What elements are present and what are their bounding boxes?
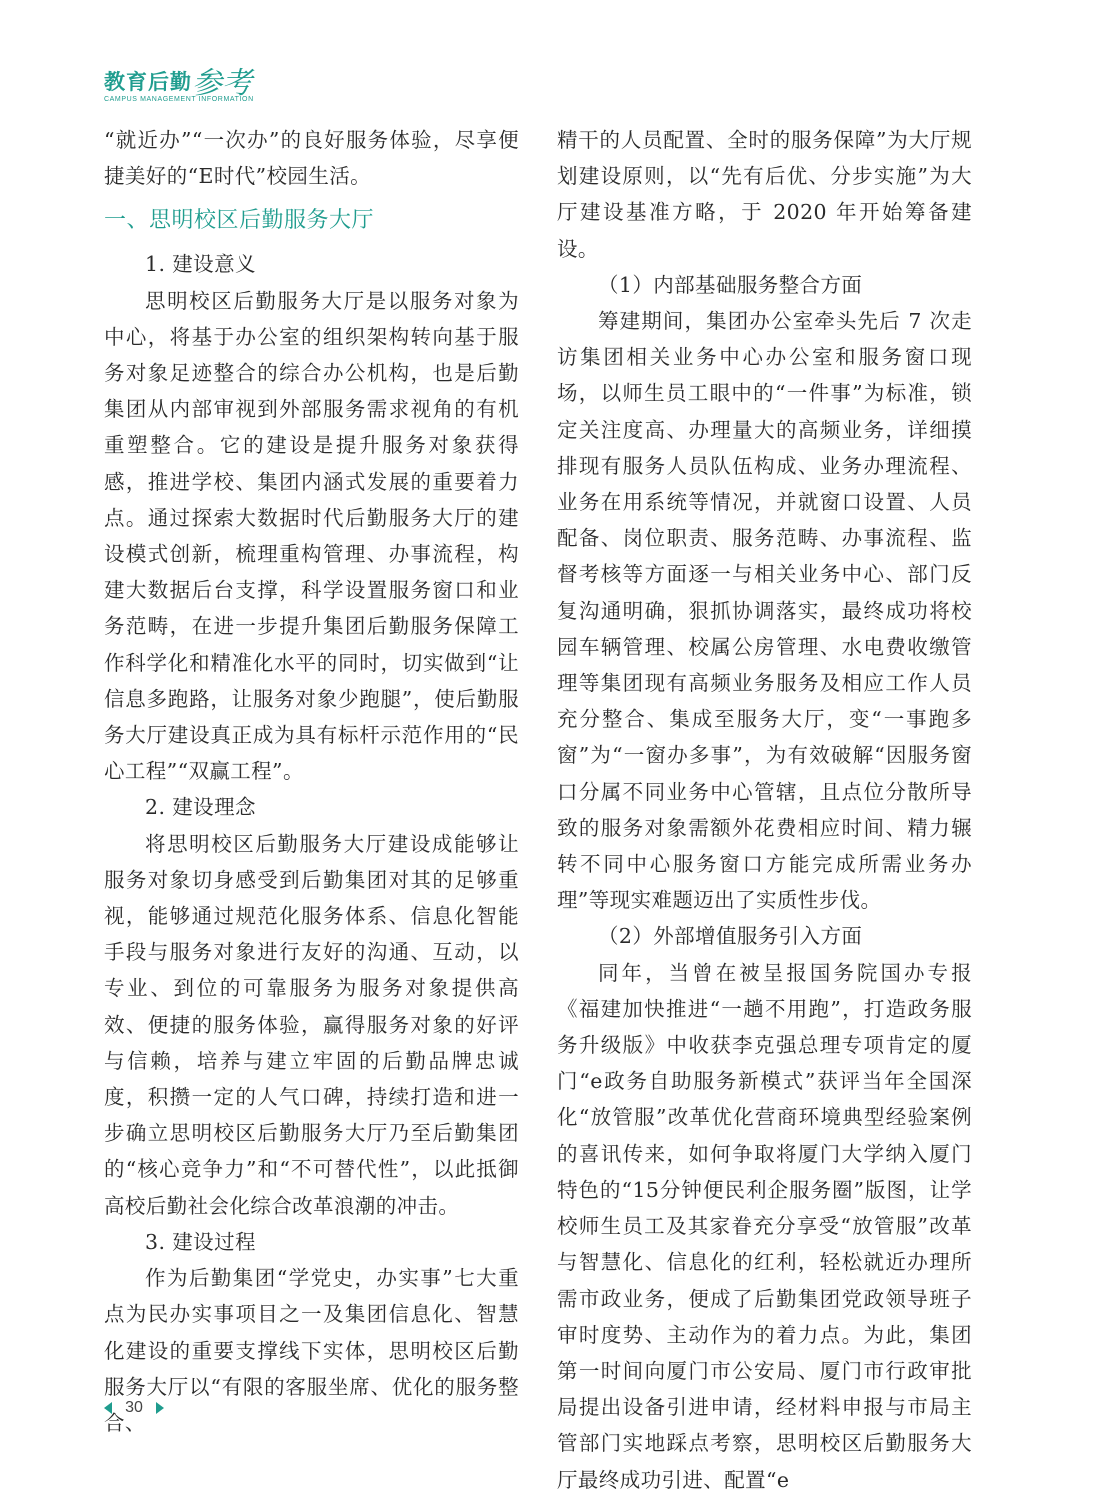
paragraph-process-continued: 精干的人员配置、全时的服务保障”为大厅规划建设原则，以“先有后优、分步实施”为大厅建设基准方略，于 2020 年开始筹备建设。 <box>557 128 972 261</box>
page-footer <box>104 1397 164 1421</box>
right-column <box>557 122 972 1498</box>
paragraph-concept: 将思明校区后勤服务大厅建设成能够让服务对象切身感受到后勤集团对其的足够重视，能够通过规范化服务体系、信息化智能手段与服务对象进行友好的沟通、互动，以专业、到位的可靠服务为服务对象提供高效、便捷的服务体验，赢得服务对象的好评与信赖，培养与建立牢固的后勤品牌忠诚度，积攒一定的人气口碑，持续打造和进一步确立思明校区后勤服务大厅乃至后勤集团的“核心竞争力”和“不可替代性”，以此抵御高校后勤社会化综合改革浪潮的冲击。 <box>104 831 519 1218</box>
magazine-title: 教育后勤 <box>104 70 192 94</box>
left-column <box>104 122 519 1441</box>
paragraph-process: 作为后勤集团“学党史，办实事”七大重点为民办实事项目之一及集团信息化、智慧化建设的重要支撑线下实体，思明校区后勤服务大厅以“有限的客服坐席、优化的服务整合、 <box>104 1266 519 1435</box>
masthead <box>104 58 264 108</box>
subheading-construction-significance: 1. 建设意义 <box>145 252 256 277</box>
intro-paragraph: “就近办”“一次办”的良好服务体验，尽享便捷美好的“E时代”校园生活。 <box>104 128 519 189</box>
magazine-script-title: 参考 <box>192 66 252 101</box>
paragraph-significance: 思明校区后勤服务大厅是以服务对象为中心，将基于办公室的组织架构转向基于服务对象足迹整合的综合办公机构，也是后勤集团从内部审视到外部服务需求视角的有机重塑整合。它的建设是提升服务对象获得感，推进学校、集团内涵式发展的重要着力点。通过探索大数据时代后勤服务大厅的建设模式创新，梳理重构管理、办事流程，构建大数据后台支撑，科学设置服务窗口和业务范畴，在进一步提升集团后勤服务保障工作科学化和精准化水平的同时，切实做到“让信息多跑路，让服务对象少跑腿”，使后勤服务大厅建设真正成为具有标杆示范作用的“民心工程”“双赢工程”。 <box>104 288 519 784</box>
paragraph-external-services: 同年，当曾在被呈报国务院国办专报《福建加快推进“一趟不用跑”，打造政务服务升级版》中收获李克强总理专项肯定的厦门“e政务自助服务新模式”获评当年全国深化“放管服”改革优化营商环境典型经验案例的喜讯传来，如何争取将厦门大学纳入厦门特色的“15分钟便民利企服务圈”版图，让学校师生员工及其家眷充分享受“放管服”改革与智慧化、信息化的红利，轻松就近办理所需市政业务，便成了后勤集团党政领导班子审时度势、主动作为的着力点。为此，集团第一时间向厦门市公安局、厦门市行政审批局提出设备引进申请，经材料申报与市局主管部门实地踩点考察，思明校区后勤服务大厅最终成功引进、配置“e <box>557 960 972 1492</box>
subheading-external-services: （2）外部增值服务引入方面 <box>598 924 863 949</box>
subheading-construction-concept: 2. 建设理念 <box>145 795 256 820</box>
previous-page-arrow-icon[interactable] <box>104 1402 112 1414</box>
subheading-construction-process: 3. 建设过程 <box>145 1229 256 1254</box>
page-number: 30 <box>125 1398 143 1416</box>
subheading-internal-integration: （1）内部基础服务整合方面 <box>598 272 863 297</box>
next-page-arrow-icon[interactable] <box>156 1402 164 1414</box>
magazine-subtitle: CAMPUS MANAGEMENT INFORMATION <box>104 96 254 103</box>
section-heading: 一、思明校区后勤服务大厅 <box>104 208 375 234</box>
paragraph-internal-integration: 筹建期间，集团办公室牵头先后 7 次走访集团相关业务中心办公室和服务窗口现场，以师生员工眼中的“一件事”为标准，锁定关注度高、办理量大的高频业务，详细摸排现有服务人员队伍构成、业务办理流程、业务在用系统等情况，并就窗口设置、人员配备、岗位职责、服务范畴、办事流程、监督考核等方面逐一与相关业务中心、部门反复沟通明确，狠抓协调落实，最终成功将校园车辆管理、校属公房管理、水电费收缴管理等集团现有高频业务服务及相应工作人员充分整合、集成至服务大厅，变“一事跑多窗”为“一窗办多事”，为有效破解“因服务窗口分属不同业务中心管辖，且点位分散所导致的服务对象需额外花费相应时间、精力辗转不同中心服务窗口方能完成所需业务办理”等现实难题迈出了实质性步伐。 <box>557 309 972 913</box>
